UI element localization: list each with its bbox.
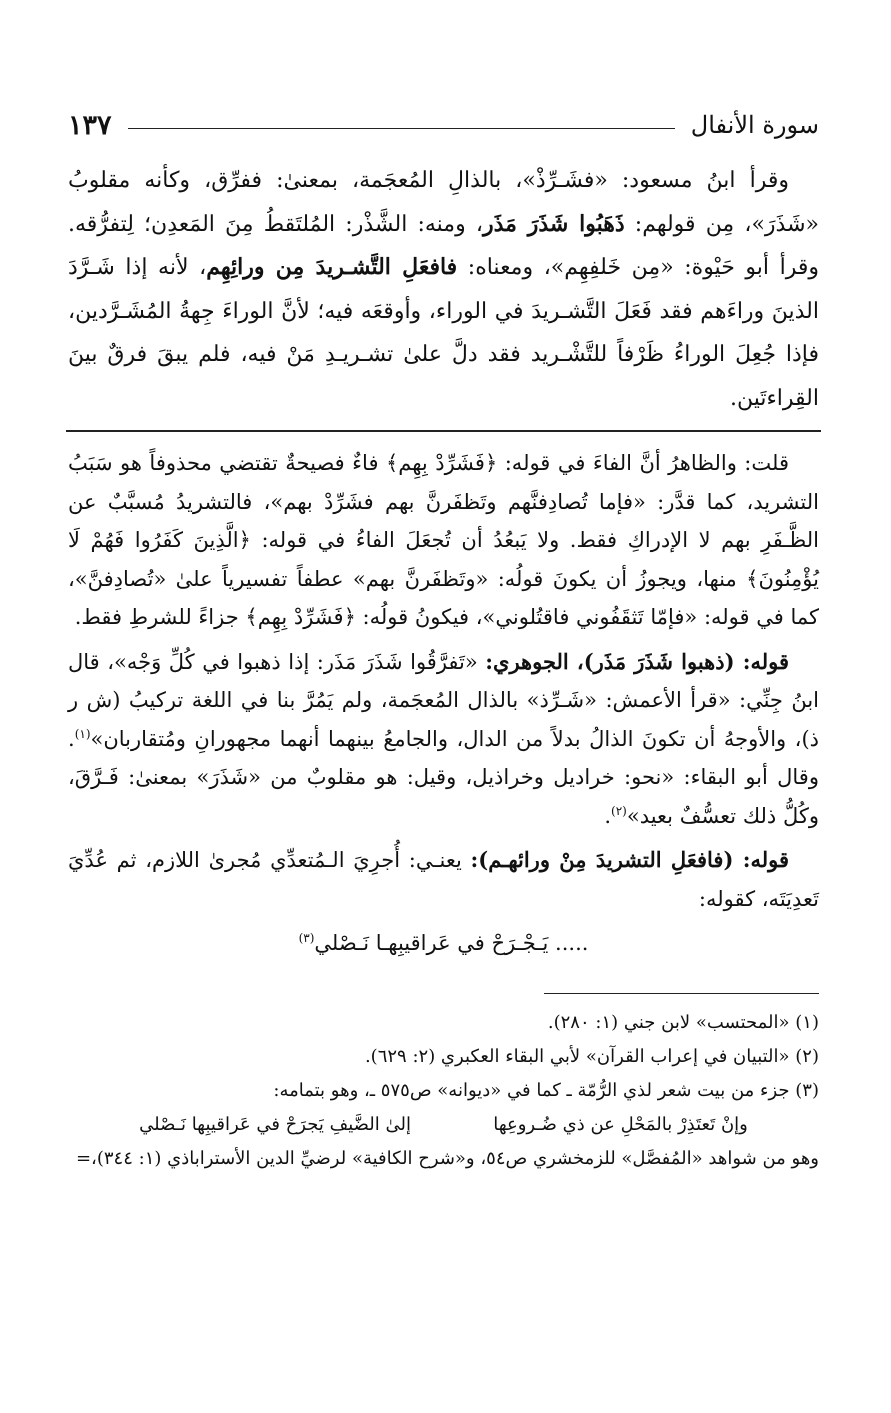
- footnotes: [68, 1006, 819, 1176]
- footnote-marker-2: (٢): [611, 803, 627, 818]
- running-head: [68, 95, 819, 155]
- quoted-tafsir-text: [68, 159, 819, 420]
- commentary-paragraph-3: [68, 841, 819, 918]
- bold-phrase: فافعَلِ التَّشـريدَ مِن ورائِهِم: [206, 254, 458, 280]
- poem-first-hemistich: وإنْ تَعتَذِرْ بالمَحْلِ عن ذي ضُـروعِها: [493, 1113, 748, 1135]
- text-run: وقرأ ابنُ مسعود: «فشَـرِّذْ»، بالذالِ المُعجَمة، بمعنىٰ: ففرِّق، وكأنه مقلوبُ «شَذَرَ»، مِن قولهم:: [68, 168, 819, 237]
- text-run: . وقال أبو البقاء: «نحو: خراديل وخراذيل، وقيل: هو مقلوبٌ من «شَذَرَ» بمعنىٰ: فَـرَّقَ، وكُلُّ ذلك تعسُّفٌ بعيد»: [68, 726, 819, 828]
- commentary-paragraph-2: [68, 643, 819, 836]
- header-rule: [128, 128, 675, 129]
- footnote-3: (٣) جزء من بيت شعر لذي الرُّمّة ـ كما في «ديوانه» ص٥٧٥ ـ، وهو بتمامه:: [273, 1079, 819, 1101]
- section-divider: [66, 430, 821, 432]
- poem-second-hemistich: إلىٰ الضَّيفِ يَجرَحْ في عَراقيبِها نَـصْلي: [139, 1113, 411, 1135]
- text-run: .: [604, 803, 612, 828]
- bold-phrase: ذَهَبُوا شَذَرَ مَذَر: [482, 210, 625, 237]
- commentary-paragraph-1: قلت: والظاهرُ أنَّ الفاءَ في قوله: ﴿فَشَرِّدْ بِهِم﴾ فاءٌ فصيحةٌ تقتضي محذوفاً هو سَبَبُ التشريد، كما قدَّر: «فإما تُصادِفنَّهم وتَظفَرنَّ بهم فشَرِّدْ بهم»، فالتشريدُ مُسبَّبٌ عن الظَّـفَرِ بهم لا الإدراكِ فقط. ولا يَبعُدُ أن تُجعَلَ الفاءُ في قوله: ﴿الَّذِينَ كَفَرُوا فَهُمْ لَا يُؤْمِنُونَ﴾ منها، ويجوزُ أن يكونَ قولُه: «وتَظفَرنَّ بهم» عطفاً تفسيرياً علىٰ «تُصادِفنَّ»، كما في قوله: «فإمّا تَثقَفُوني فاقتُلوني»، فيكونُ قولُه: ﴿فَشَرِّدْ بِهِم﴾ جزاءً للشرطِ فقط.: [68, 451, 820, 629]
- paragraph-lead: قوله: (فافعَلِ التشريدَ مِنْ ورائهـم):: [470, 847, 789, 872]
- surah-title: سورة الأنفال: [690, 111, 819, 139]
- footnote-rule: [544, 993, 819, 994]
- footnote-marker-3: (٣): [298, 931, 315, 945]
- poem-verse: [68, 1108, 819, 1142]
- paragraph-lead: قوله: (ذهبوا شَذَرَ مَذَر)، الجوهري:: [485, 648, 790, 674]
- footnote-2: (٢) «التبيان في إعراب القرآن» لأبي البقاء العكبري (٢: ٦٢٩).: [364, 1045, 819, 1067]
- footnote-1: (١) «المحتسب» لابن جني (١: ٢٨٠).: [547, 1011, 819, 1033]
- commentary-text: [68, 444, 819, 963]
- page-number: ١٣٧: [68, 109, 112, 141]
- quoted-paragraph: [68, 159, 819, 420]
- text-run: «تَفرَّقُوا شَذَرَ مَذَر: إذا ذهبوا في كُلِّ وَجْه»، قال ابنُ جِنِّي: «قرأ الأعمش: «شَـرِّذ» بالذال المُعجَمة، ولم يَمُرَّ بنا في اللغة تركيبُ (ش ر ذ)، والأوجهُ أن تكونَ الذالُ بدلاً من الدال، والجامعُ بينهما أنهما مجهورانِ ومُتقاربان»: [68, 649, 819, 751]
- text-run: يعنـي: أُجرِيَ الـمُتعدِّي مُجرىٰ اللازم، ثم عُدِّيَ تَعدِيَتَه، كقوله:: [68, 848, 819, 911]
- footnote-marker-1: (١): [74, 726, 91, 741]
- verse-text: ..... يَـجْـرَحْ في عَراقيبِهـا نَـصْلي: [314, 931, 589, 955]
- footnote-continuation: وهو من شواهد «المُفصَّل» للزمخشري ص٥٤، و«شرح الكافية» لرضيِّ الدين الأستراباذي (١: ٣٤٤)،=: [75, 1147, 819, 1169]
- verse-fragment: [68, 924, 819, 963]
- text-run: ، لأنه إذا شَـرَّدَ الذينَ وراءَهم فقد فَعَلَ التَّشـريدَ في الوراء، وأوقعَه فيه؛ لأنَّ الوراءَ جِهةُ المُشَـرَّدين، فإذا جُعِلَ الوراءُ ظَرْفاً للتَّشْـريد فقد دلَّ علىٰ تشـريـدِ مَنْ فيه، فلم يبقَ فرقٌ بينَ القِراءتَين.: [68, 255, 819, 411]
- text-run: ، ومنه: الشَّذْر: المُلتَقطُ مِنَ المَعدِن؛ لِتفرُّقه. وقرأ أبو حَيْوة: «مِن خَلفِهِم»، ومعناه:: [68, 211, 819, 280]
